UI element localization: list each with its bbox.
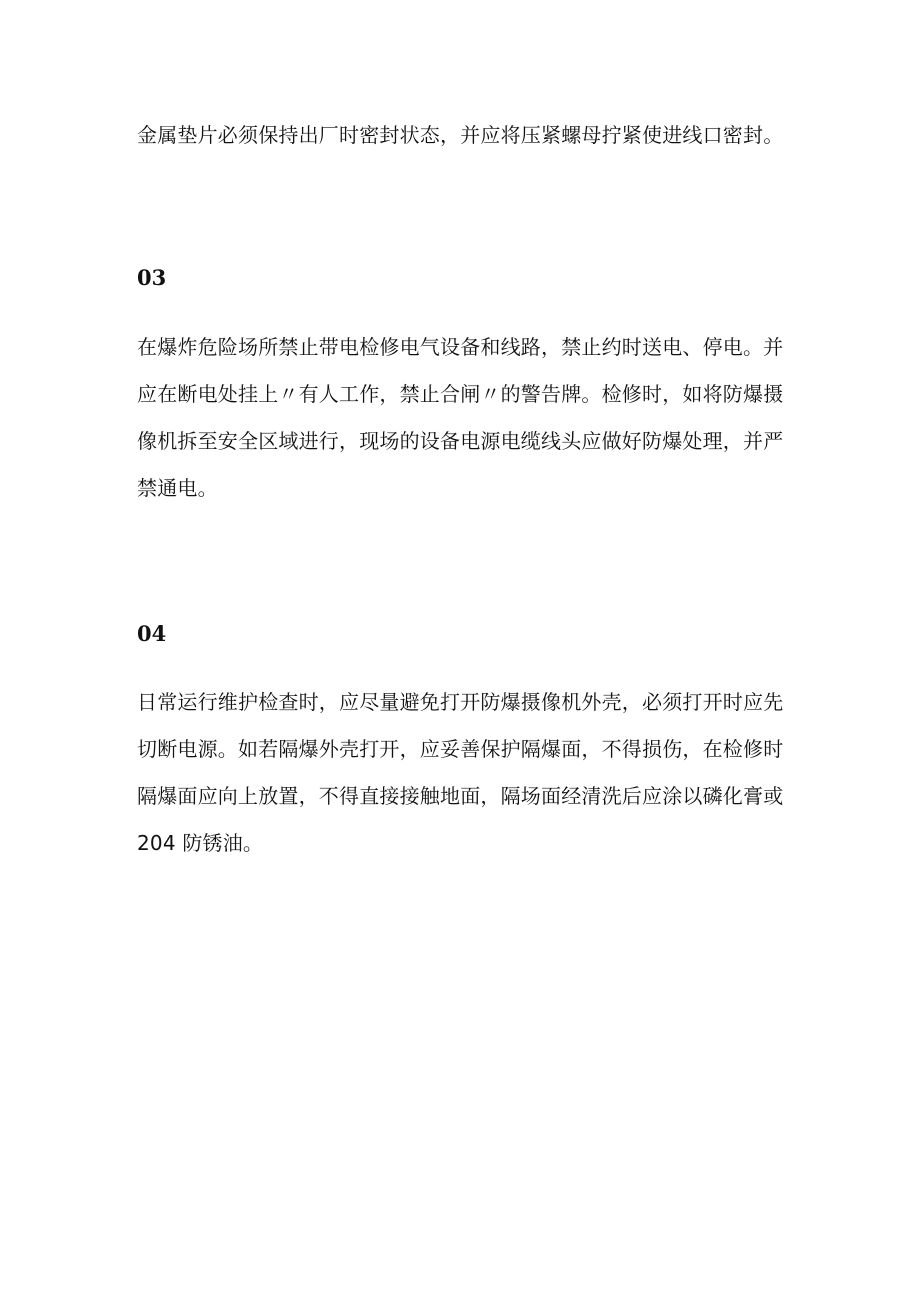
section-heading-03: 03 xyxy=(137,265,167,290)
paragraph-line: 隔爆面应向上放置，不得直接接触地面，隔场面经清洗后应涂以磷化膏或 xyxy=(137,784,784,808)
paragraph-line: 日常运行维护检查时，应尽量避免打开防爆摄像机外壳，必须打开时应先 xyxy=(137,690,784,714)
section-04-paragraph xyxy=(137,679,787,867)
paragraph-line: 应在断电处挂上〃有人工作，禁止合闸〃的警告牌。检修时，如将防爆摄 xyxy=(137,382,784,406)
paragraph-line: 204 防锈油。 xyxy=(137,831,264,855)
paragraph-line: 在爆炸危险场所禁止带电检修电气设备和线路，禁止约时送电、停电。并 xyxy=(137,335,784,359)
section-heading-04: 04 xyxy=(137,621,167,646)
paragraph-line: 切断电源。如若隔爆外壳打开，应妥善保护隔爆面，不得损伤，在检修时 xyxy=(137,737,784,761)
paragraph-line: 像机拆至安全区域进行，现场的设备电源电缆线头应做好防爆处理，并严 xyxy=(137,429,784,453)
paragraph-line: 禁通电。 xyxy=(137,476,218,500)
paragraph-line: 金属垫片必须保持出厂时密封状态，并应将压紧螺母拧紧使进线口密封。 xyxy=(137,123,784,147)
section-03-paragraph xyxy=(137,324,787,512)
intro-paragraph xyxy=(137,112,787,159)
